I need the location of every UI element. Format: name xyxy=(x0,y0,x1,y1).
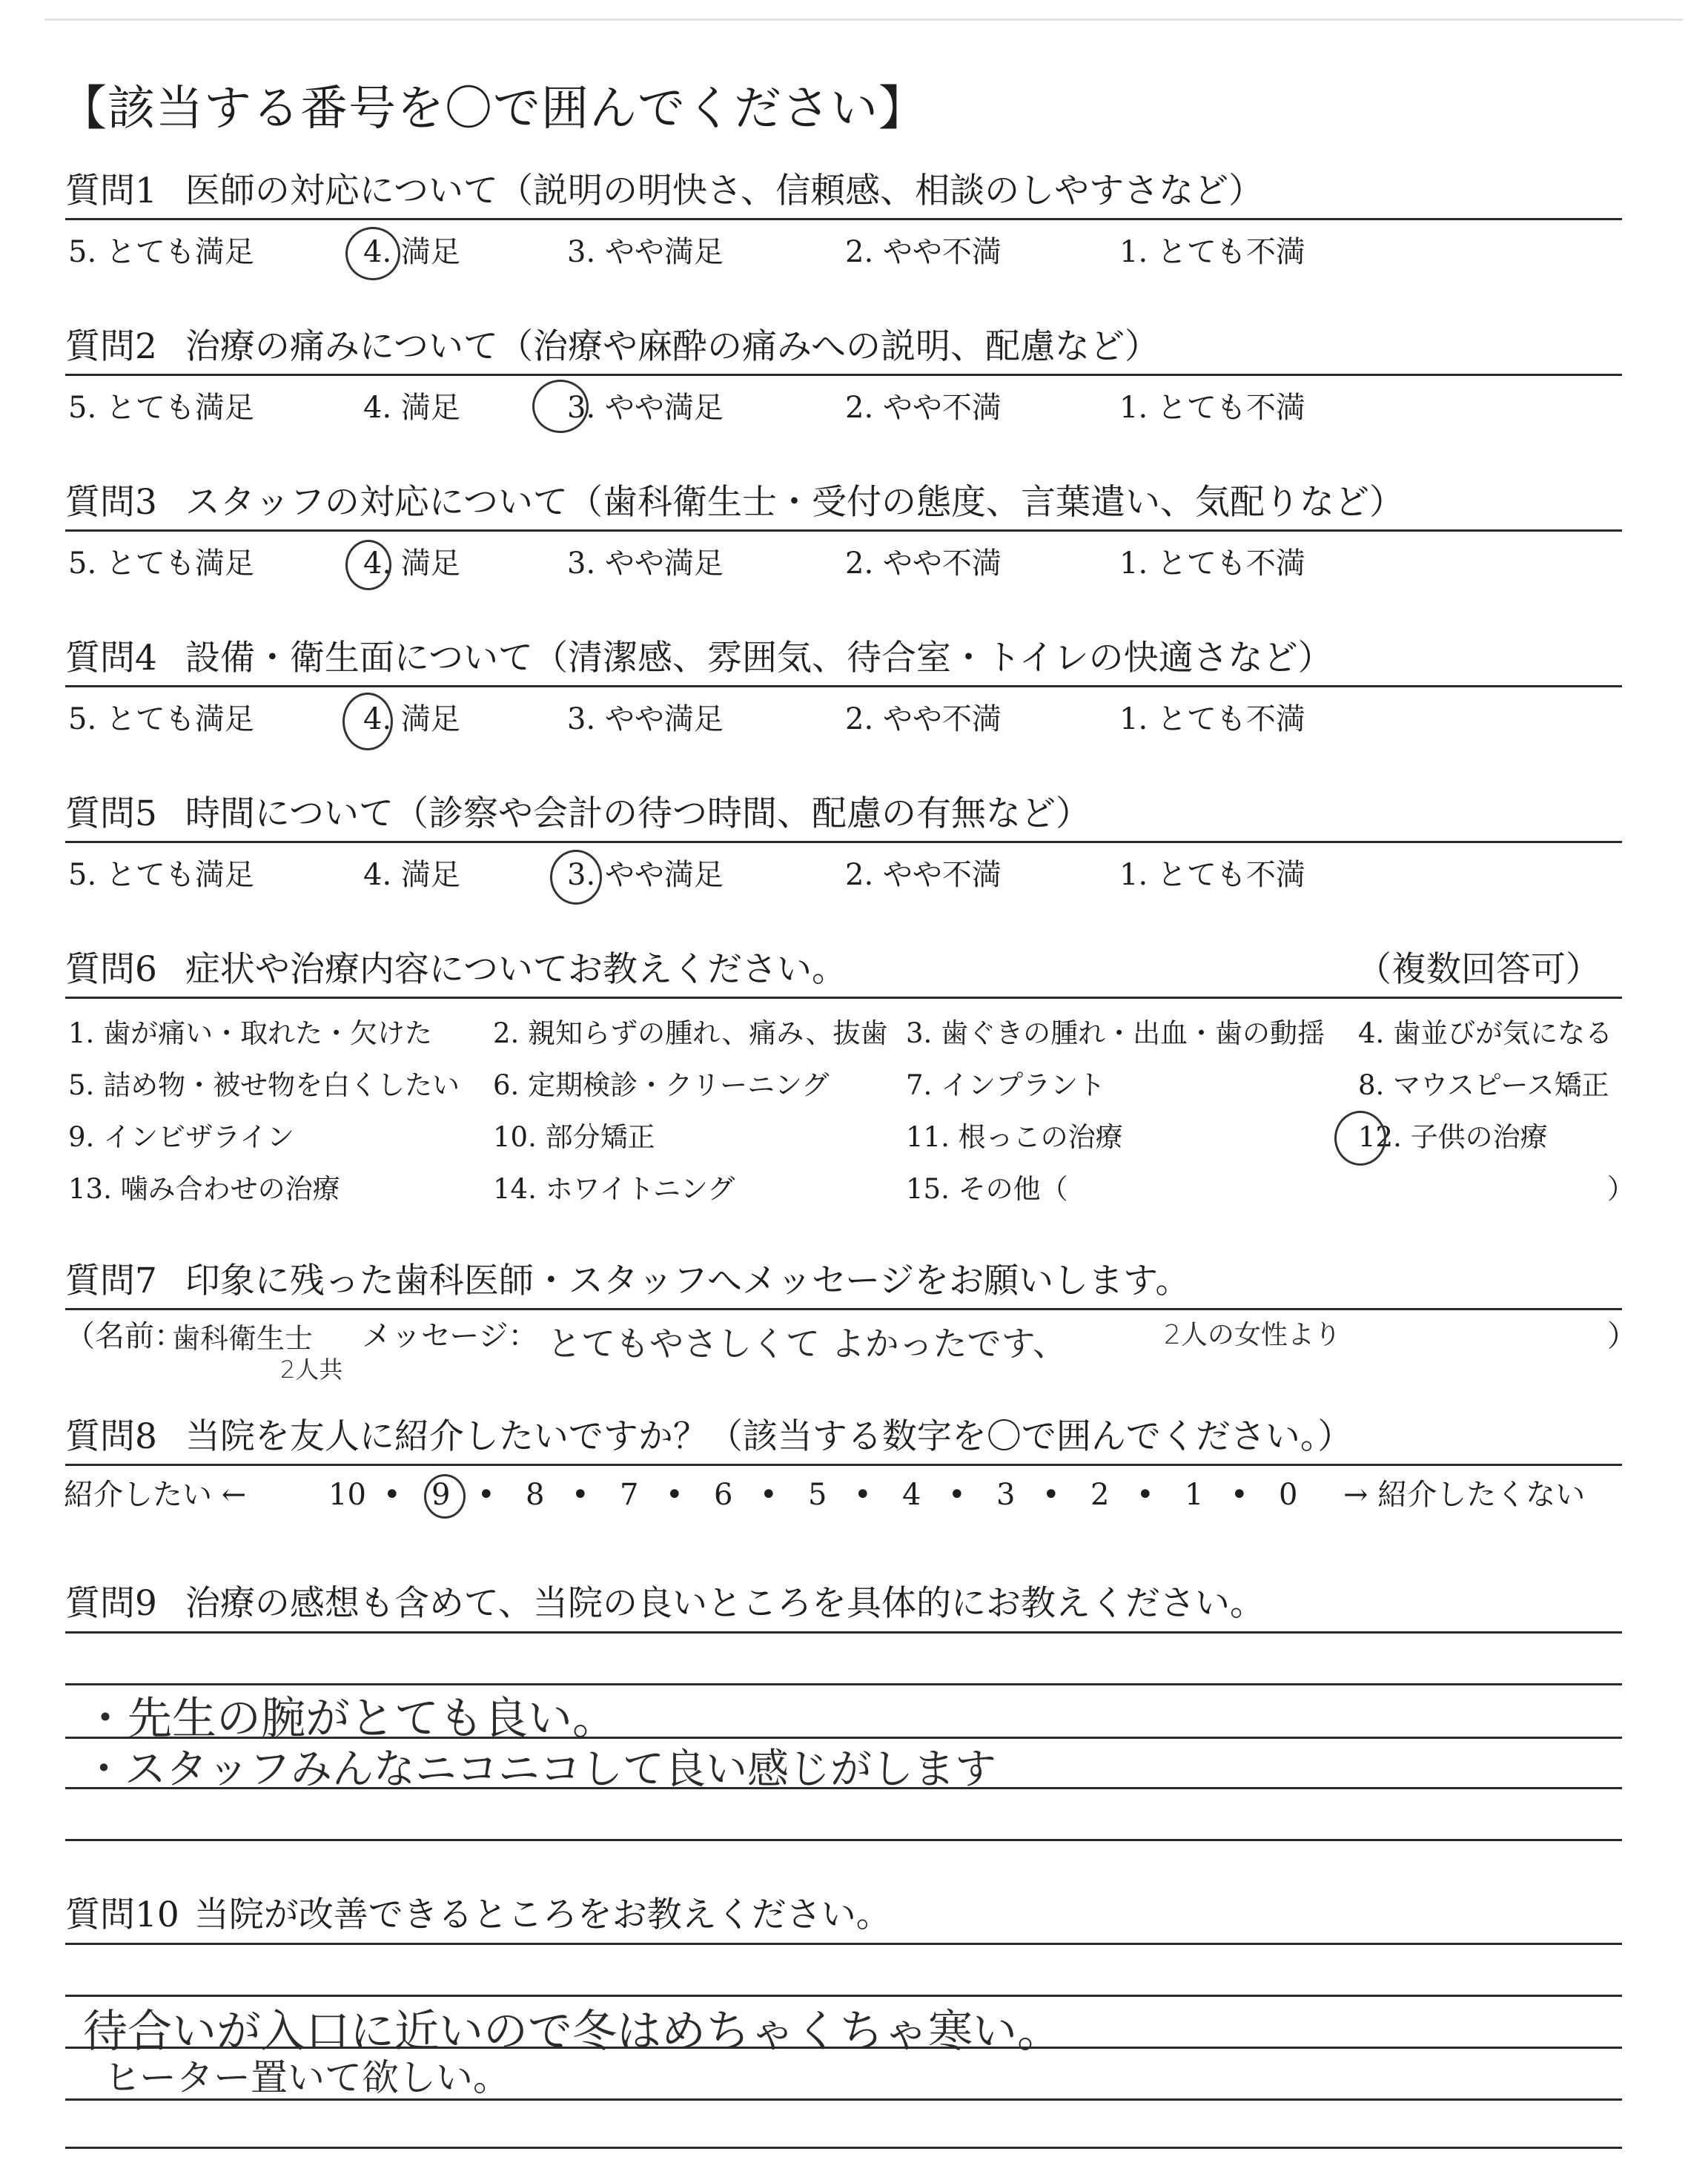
q5-option-5[interactable]: 5. とても満足 xyxy=(68,858,254,892)
handwritten-name[interactable]: 歯科衛生士 xyxy=(172,1322,314,1355)
question-1-rule xyxy=(65,218,1622,220)
question-6-heading xyxy=(65,949,847,991)
selection-circle xyxy=(345,540,391,590)
q5-option-3[interactable]: 3. やや満足 xyxy=(567,858,724,892)
recommend-score-7[interactable]: 7 xyxy=(620,1478,639,1512)
question-4-rule xyxy=(65,685,1622,687)
top-border xyxy=(44,19,1683,21)
handwritten-name-2[interactable]: 2人共 xyxy=(280,1355,343,1384)
question-text: 治療の痛みについて（治療や麻酔の痛みへの説明、配慮など） xyxy=(185,326,1160,367)
q4-option-2[interactable]: 2. やや不満 xyxy=(845,702,1002,736)
q5-option-2[interactable]: 2. やや不満 xyxy=(845,858,1002,892)
q6-item-6[interactable]: 6. 定期検診・クリーニング xyxy=(493,1069,830,1101)
recommend-score-0[interactable]: 0 xyxy=(1279,1478,1298,1512)
question-text: 時間について（診察や会計の待つ時間、配慮の有無など） xyxy=(185,793,1090,834)
recommend-score-3[interactable]: 3 xyxy=(996,1478,1016,1512)
q6-item-12[interactable]: 12. 子供の治療 xyxy=(1358,1121,1548,1153)
form-title: 【該当する番号を〇で囲んでください】 xyxy=(59,82,927,136)
scale-separator-dot: • xyxy=(1042,1478,1060,1512)
question-5-rule xyxy=(65,841,1622,843)
handwritten-message-2[interactable]: 2人の女性より xyxy=(1164,1320,1341,1350)
selection-circle xyxy=(550,850,602,905)
recommend-score-5[interactable]: 5 xyxy=(808,1478,827,1512)
question-1-heading xyxy=(65,171,1263,212)
q6-item-15[interactable]: 15. その他（ xyxy=(906,1173,1068,1205)
question-text: 当院が改善できるところをお教えください。 xyxy=(193,1895,891,1935)
question-4-heading xyxy=(65,638,1333,679)
q4-option-3[interactable]: 3. やや満足 xyxy=(567,702,724,736)
q1-option-2[interactable]: 2. やや不満 xyxy=(845,235,1002,269)
question-label: 質問6 xyxy=(65,949,157,990)
q1-option-4[interactable]: 4. 満足 xyxy=(363,235,460,269)
q6-item-3[interactable]: 3. 歯ぐきの腫れ・出血・歯の動揺 xyxy=(906,1017,1325,1049)
q2-option-1[interactable]: 1. とても不満 xyxy=(1119,391,1305,425)
q6-item-10[interactable]: 10. 部分矯正 xyxy=(493,1121,655,1153)
q2-option-3[interactable]: 3. やや満足 xyxy=(567,391,724,425)
scale-separator-dot: • xyxy=(383,1478,401,1512)
q6-item-9[interactable]: 9. インビザライン xyxy=(68,1121,294,1153)
q1-option-1[interactable]: 1. とても不満 xyxy=(1119,235,1305,269)
question-text: 設備・衛生面について（清潔感、雰囲気、待合室・トイレの快適さなど） xyxy=(185,638,1333,678)
scale-separator-dot: • xyxy=(854,1478,872,1512)
q3-option-2[interactable]: 2. やや不満 xyxy=(845,546,1002,581)
q2-option-4[interactable]: 4. 満足 xyxy=(363,391,460,425)
recommend-right-label: → 紹介したくない xyxy=(1343,1478,1586,1512)
recommend-score-1[interactable]: 1 xyxy=(1185,1478,1204,1512)
scale-separator-dot: • xyxy=(1136,1478,1154,1512)
selection-circle xyxy=(424,1474,466,1519)
scale-separator-dot: • xyxy=(1231,1478,1248,1512)
question-6-rule xyxy=(65,997,1622,999)
handwritten-message[interactable]: とてもやさしくて よかったです、 xyxy=(547,1324,1067,1364)
question-text: 症状や治療内容についてお教えください。 xyxy=(185,949,847,990)
recommend-score-10[interactable]: 10 xyxy=(328,1478,366,1512)
question-2-heading xyxy=(65,326,1159,368)
question-3-heading xyxy=(65,482,1404,524)
q6-item-8[interactable]: 8. マウスピース矯正 xyxy=(1358,1069,1609,1101)
question-9-heading xyxy=(65,1583,1265,1625)
q2-option-2[interactable]: 2. やや不満 xyxy=(845,391,1002,425)
q10-answer-line-2[interactable]: ヒーター置いて欲しい。 xyxy=(104,2056,510,2099)
question-label: 質問3 xyxy=(65,482,157,523)
recommend-score-8[interactable]: 8 xyxy=(526,1478,545,1512)
question-text: スタッフの対応について（歯科衛生士・受付の態度、言葉遣い、気配りなど） xyxy=(185,482,1404,523)
q5-option-1[interactable]: 1. とても不満 xyxy=(1119,858,1305,892)
question-3-rule xyxy=(65,529,1622,532)
writing-line xyxy=(65,1631,1622,1634)
selection-circle xyxy=(532,380,589,433)
q9-answer-line-1[interactable]: ・先生の腕がとても良い。 xyxy=(83,1693,617,1745)
q6-item-1[interactable]: 1. 歯が痛い・取れた・欠けた xyxy=(68,1017,433,1049)
scale-separator-dot: • xyxy=(477,1478,495,1512)
q3-option-1[interactable]: 1. とても不満 xyxy=(1119,546,1305,581)
q6-item-4[interactable]: 4. 歯並びが気になる xyxy=(1358,1017,1613,1049)
q4-option-1[interactable]: 1. とても不満 xyxy=(1119,702,1305,736)
question-7-heading xyxy=(65,1261,1190,1302)
scale-separator-dot: • xyxy=(572,1478,589,1512)
q6-item-14[interactable]: 14. ホワイトニング xyxy=(493,1173,735,1205)
q6-item-11[interactable]: 11. 根っこの治療 xyxy=(906,1121,1123,1153)
question-text: 印象に残った歯科医師・スタッフへメッセージをお願いします。 xyxy=(185,1261,1191,1301)
question-8-heading xyxy=(65,1416,1352,1458)
message-close-paren: ） xyxy=(1607,1319,1637,1353)
question-label: 質問8 xyxy=(65,1416,157,1457)
selection-circle xyxy=(345,227,400,280)
writing-line xyxy=(65,1839,1622,1841)
question-label: 質問9 xyxy=(65,1583,157,1624)
scale-separator-dot: • xyxy=(666,1478,683,1512)
question-7-rule xyxy=(65,1308,1622,1310)
selection-circle xyxy=(342,693,393,750)
q4-option-4[interactable]: 4. 満足 xyxy=(363,702,460,736)
q3-option-3[interactable]: 3. やや満足 xyxy=(567,546,724,581)
question-label: 質問4 xyxy=(65,638,157,678)
question-text: 治療の感想も含めて、当院の良いところを具体的にお教えください。 xyxy=(185,1583,1265,1624)
recommend-score-9[interactable]: 9 xyxy=(431,1478,451,1512)
q1-option-5[interactable]: 5. とても満足 xyxy=(68,235,254,269)
writing-line xyxy=(65,1943,1622,1945)
question-8-rule xyxy=(65,1464,1622,1466)
q9-answer-line-2[interactable]: ・スタッフみんなニコニコして良い感じがします xyxy=(83,1745,996,1794)
q1-option-3[interactable]: 3. やや満足 xyxy=(567,235,724,269)
q2-option-5[interactable]: 5. とても満足 xyxy=(68,391,254,425)
recommend-score-6[interactable]: 6 xyxy=(714,1478,733,1512)
question-label: 質問2 xyxy=(65,326,157,367)
recommend-score-4[interactable]: 4 xyxy=(902,1478,921,1512)
q3-option-5[interactable]: 5. とても満足 xyxy=(68,546,254,581)
q6-item-5[interactable]: 5. 詰め物・被せ物を白くしたい xyxy=(68,1069,460,1101)
question-label: 質問5 xyxy=(65,793,157,834)
q4-option-5[interactable]: 5. とても満足 xyxy=(68,702,254,736)
name-label: （名前： xyxy=(65,1319,184,1353)
selection-circle xyxy=(1334,1111,1386,1166)
multiple-answers-note: （複数回答可） xyxy=(1357,949,1601,990)
q6-item-7[interactable]: 7. インプラント xyxy=(906,1069,1106,1101)
q6-item-15-close: ） xyxy=(1607,1173,1635,1205)
question-5-heading xyxy=(65,793,1090,835)
q5-option-4[interactable]: 4. 満足 xyxy=(363,858,460,892)
question-label: 質問7 xyxy=(65,1261,157,1301)
recommend-left-label: 紹介したい ← xyxy=(64,1478,247,1512)
q6-item-2[interactable]: 2. 親知らずの腫れ、痛み、抜歯 xyxy=(493,1017,888,1049)
question-text: 当院を友人に紹介したいですか？（該当する数字を〇で囲んでください。） xyxy=(185,1416,1353,1457)
question-label: 質問1 xyxy=(65,171,157,211)
q6-item-13[interactable]: 13. 噛み合わせの治療 xyxy=(68,1173,340,1205)
scale-separator-dot: • xyxy=(760,1478,778,1512)
q3-option-4[interactable]: 4. 満足 xyxy=(363,546,460,581)
message-label: メッセージ： xyxy=(362,1319,538,1353)
scale-separator-dot: • xyxy=(948,1478,966,1512)
writing-line xyxy=(65,2147,1622,2149)
question-label: 質問10 xyxy=(65,1895,179,1935)
recommend-score-2[interactable]: 2 xyxy=(1090,1478,1110,1512)
q10-answer-line-1[interactable]: 待合いが入口に近いので冬はめちゃくちゃ寒い。 xyxy=(83,2006,1062,2058)
question-2-rule xyxy=(65,374,1622,376)
question-10-heading xyxy=(65,1895,891,1936)
question-text: 医師の対応について（説明の明快さ、信頼感、相談のしやすさなど） xyxy=(185,171,1264,211)
